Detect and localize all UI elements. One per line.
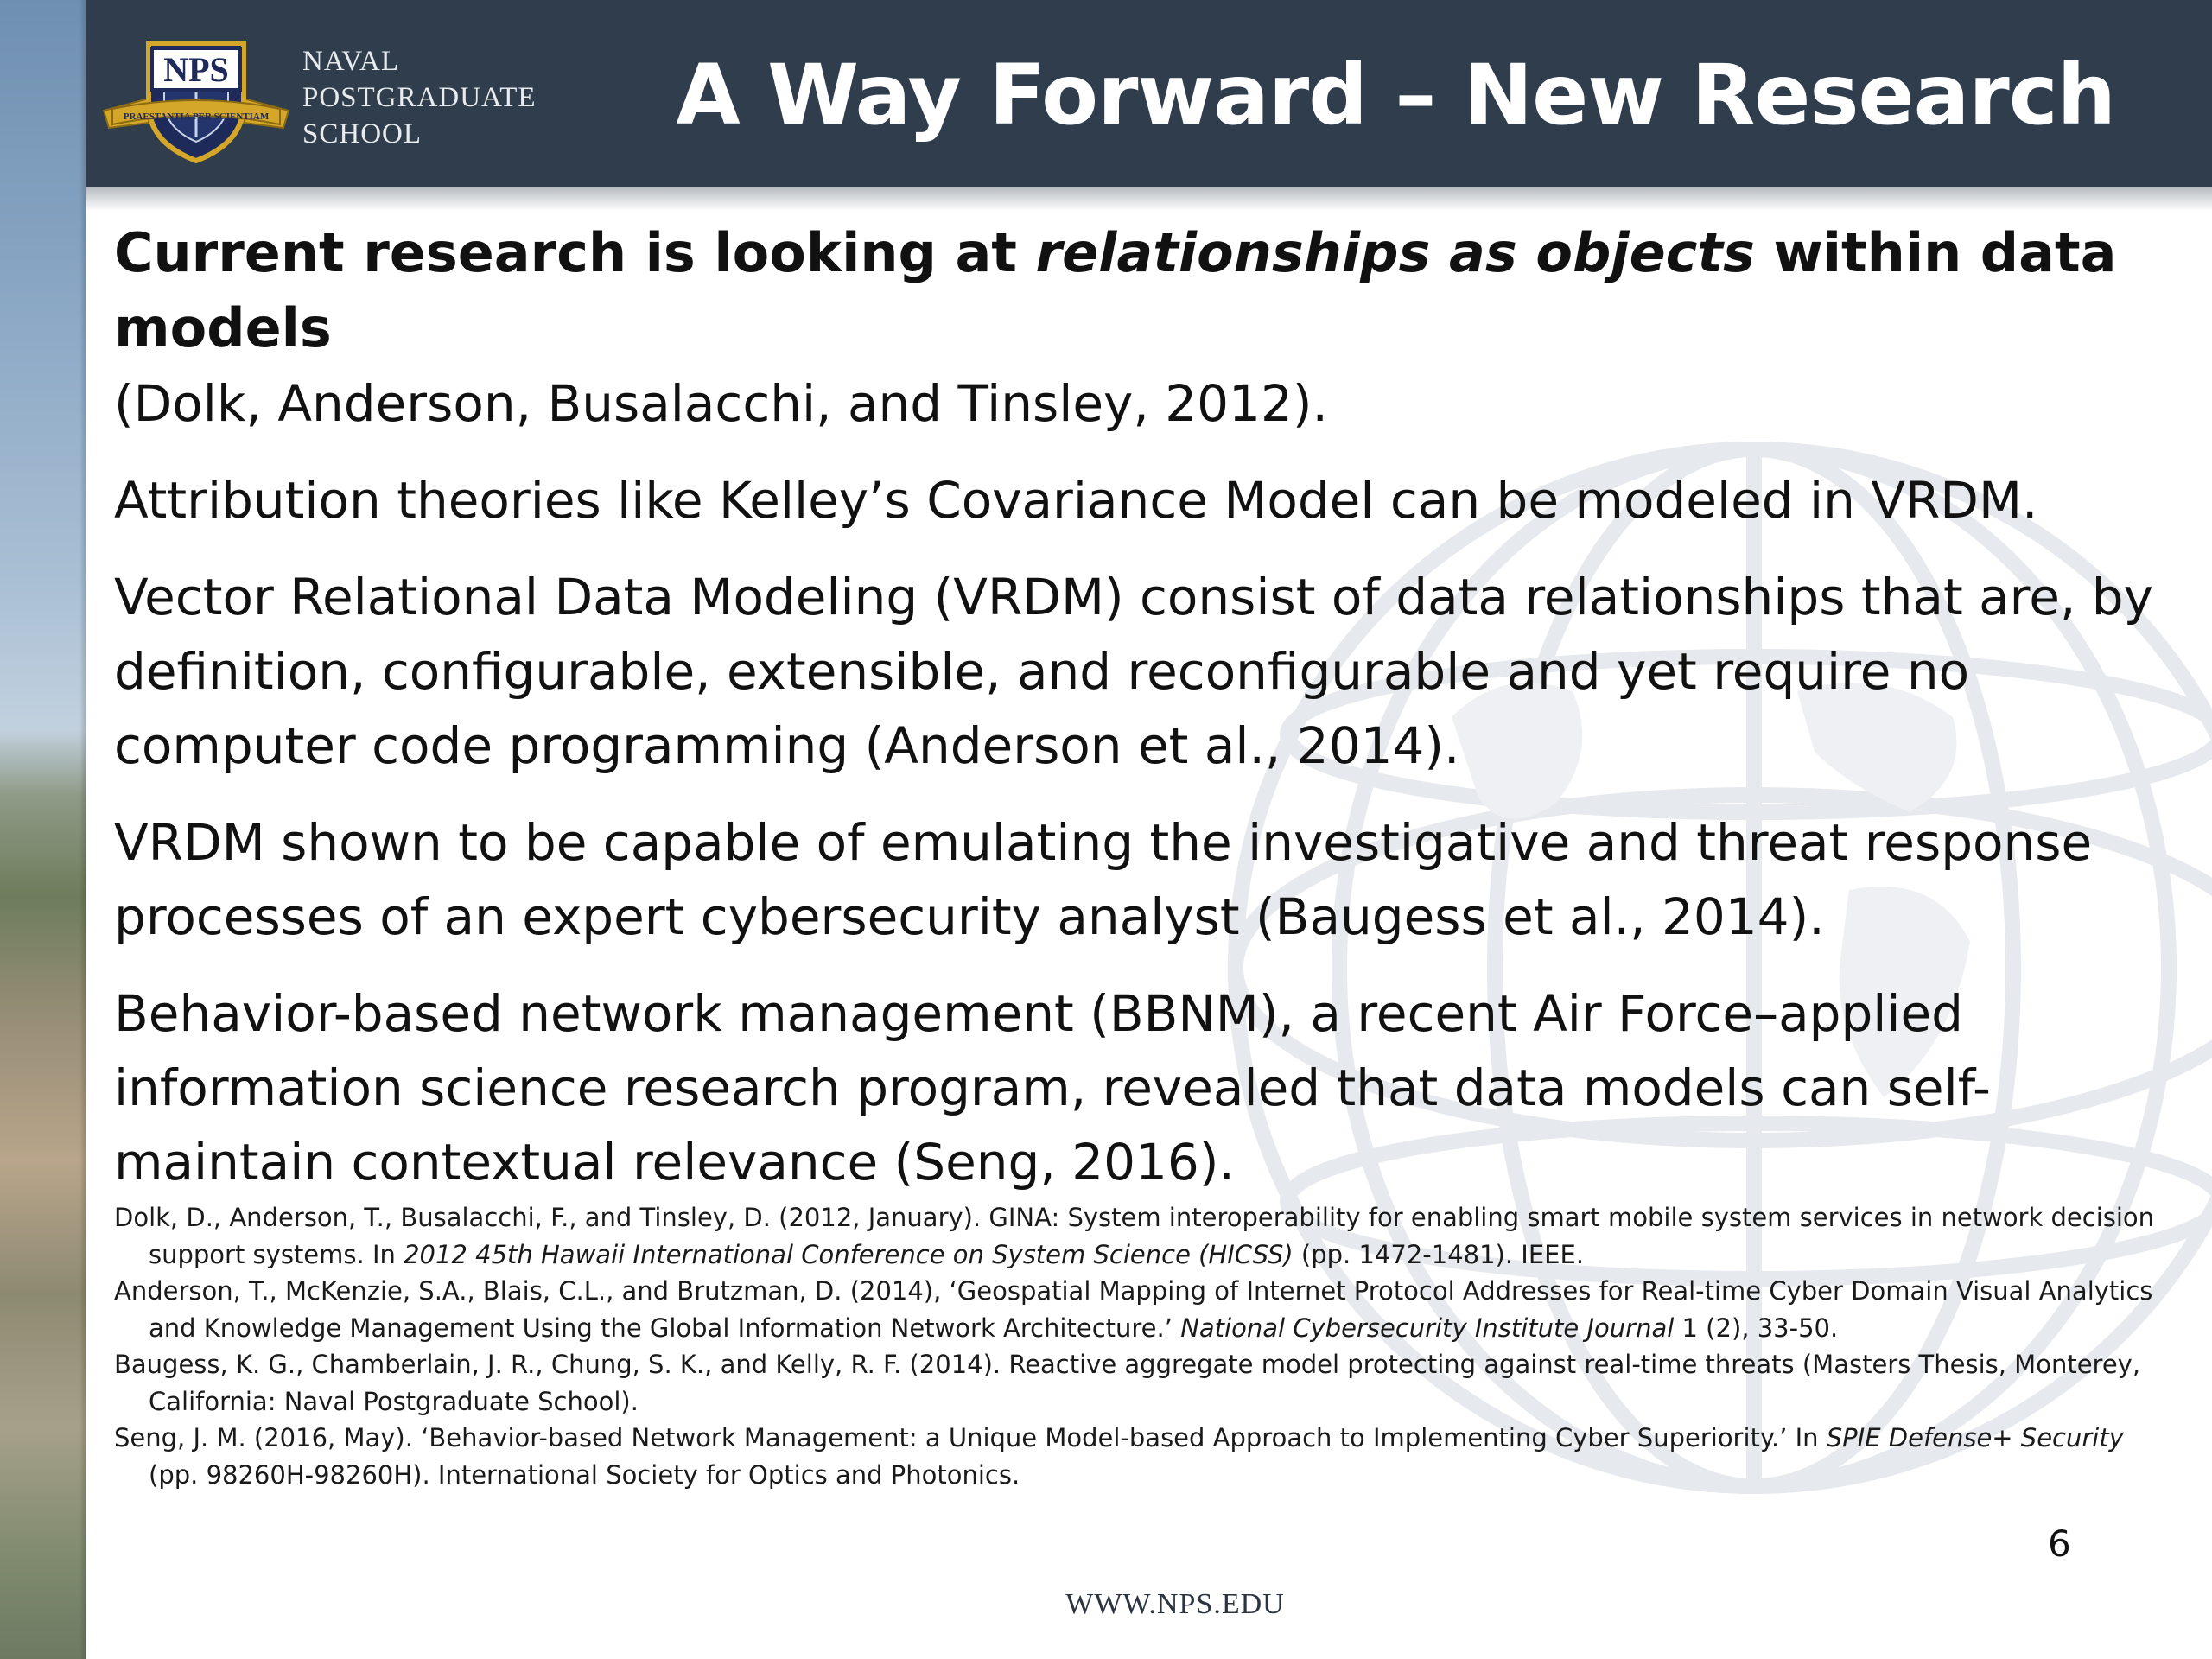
paragraph-1-bold-a: Current research is looking at — [114, 221, 1036, 284]
logo-motto: PRAESTANTIA PER SCIENTIAM — [123, 111, 270, 122]
reference-text-after: (pp. 1472-1481). IEEE. — [1293, 1239, 1585, 1269]
reference-text-after: (pp. 98260H-98260H). International Society for Optics and Photonics. — [149, 1459, 1020, 1490]
school-name-line-3: SCHOOL — [302, 118, 423, 149]
slide-title: A Way Forward – New Research — [676, 47, 2115, 143]
paragraph-5: Behavior-based network management (BBNM), a recent Air Force–applied information science research program, revealed that data models can self-maintain contextual relevance (Seng, 2016). — [114, 984, 1991, 1192]
school-name — [302, 43, 537, 152]
reference-item — [114, 1420, 2171, 1493]
page-number: 6 — [2048, 1522, 2071, 1565]
footer-url: WWW.NPS.EDU — [1065, 1588, 1285, 1620]
slide-body — [114, 216, 2171, 1222]
school-name-line-1: NAVAL — [302, 46, 399, 77]
paragraph-1-citation: (Dolk, Anderson, Busalacchi, and Tinsley, 2012). — [114, 374, 1328, 433]
nps-logo-icon — [97, 26, 296, 164]
reference-text: Anderson, T., McKenzie, S.A., Blais, C.L., and Brutzman, D. (2014), ‘Geospatial Mapping of Internet Protocol Addresses for Real-time Cyber Domain Visual Analytics and Knowledge Management Using the Global Information Network Architecture.’ — [114, 1276, 2153, 1343]
reference-item — [114, 1199, 2171, 1273]
paragraph-1-bold — [114, 221, 2116, 359]
paragraph-1 — [114, 216, 2171, 441]
reference-item — [114, 1273, 2171, 1346]
header-shadow — [86, 187, 2212, 211]
paragraph-1-bold-italic: relationships as objects — [1035, 221, 1755, 284]
reference-text-after: 1 (2), 33-50. — [1674, 1313, 1839, 1343]
paragraph-2: Attribution theories like Kelley’s Covariance Model can be modeled in VRDM. — [114, 471, 2038, 530]
paragraph-3: Vector Relational Data Modeling (VRDM) consist of data relationships that are, by definition, configurable, extensible, and reconfigurable and yet require no computer code programming (Anderson et al., 2014). — [114, 568, 2153, 775]
logo-text: NPS — [163, 50, 229, 89]
paragraph-1-bold-b: within data models — [114, 221, 2117, 359]
reference-italic: SPIE Defense+ Security — [1826, 1423, 2124, 1452]
references-list — [114, 1199, 2171, 1493]
school-name-line-2: POSTGRADUATE — [302, 82, 537, 113]
reference-italic: National Cybersecurity Institute Journal — [1180, 1313, 1675, 1343]
reference-text: Baugess, K. G., Chamberlain, J. R., Chung, S. K., and Kelly, R. F. (2014). Reactive aggregate model protecting against real-time threats (Masters Thesis, Monterey, California: Naval Postgraduate School). — [114, 1350, 2141, 1416]
reference-italic: 2012 45th Hawaii International Conference on System Science (HICSS) — [404, 1239, 1294, 1269]
reference-text: Dolk, D., Anderson, T., Busalacchi, F., and Tinsley, D. (2012, January). GINA: System interoperability for enabling smart mobile system services in network decision support systems. In — [114, 1203, 2155, 1269]
paragraph-4: VRDM shown to be capable of emulating the investigative and threat response processes of an expert cybersecurity analyst (Baugess et al., 2014). — [114, 813, 2093, 946]
side-photo-strip — [0, 0, 86, 1659]
reference-item — [114, 1346, 2171, 1420]
reference-text: Seng, J. M. (2016, May). ‘Behavior-based Network Management: a Unique Model-based Approach to Implementing Cyber Superiority.’ In — [114, 1423, 1827, 1452]
